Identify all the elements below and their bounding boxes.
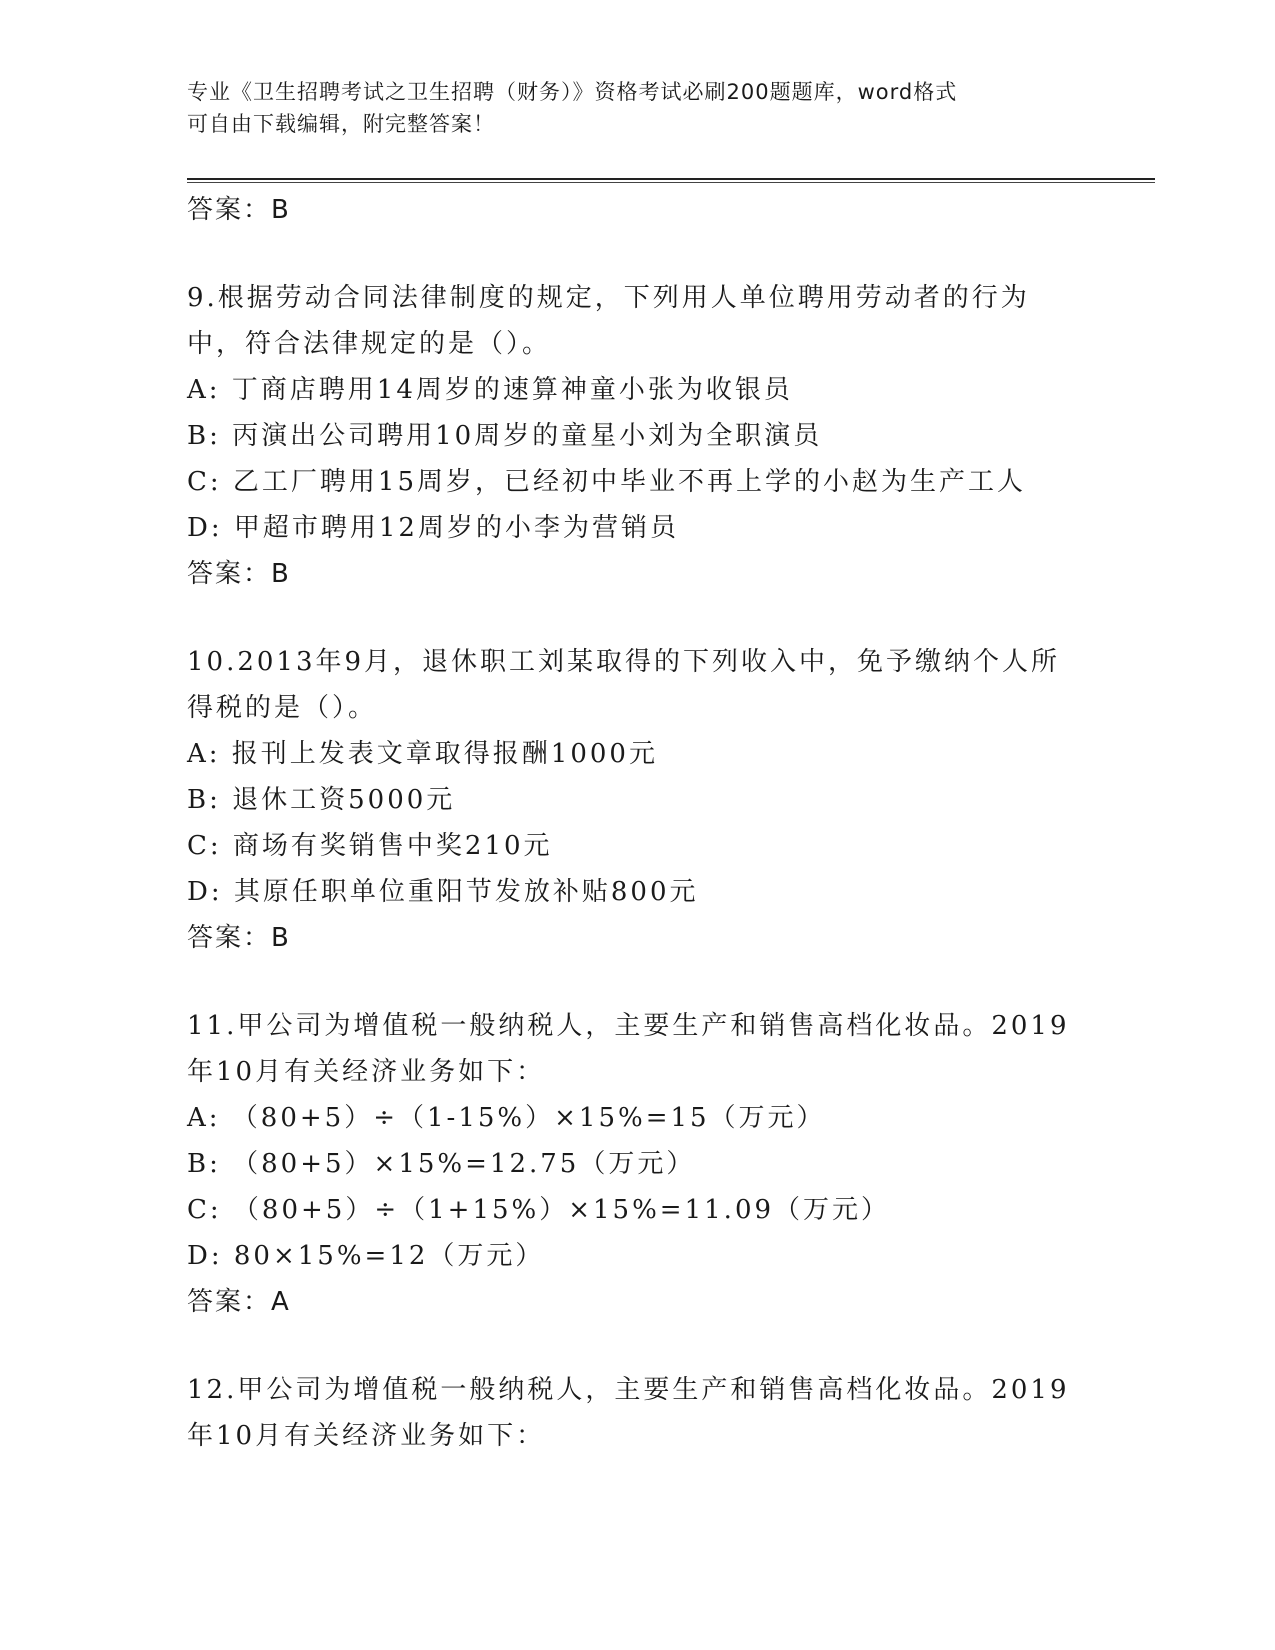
option-b: B: （80+5）×15%=12.75（万元） [187, 1149, 696, 1179]
answer-line: 答案：B [187, 559, 291, 589]
question-item [187, 639, 1087, 961]
option-b: B: 丙演出公司聘用10周岁的童星小刘为全职演员 [187, 421, 823, 451]
option-a: A: 丁商店聘用14周岁的速算神童小张为收银员 [187, 375, 793, 405]
header-line-1: 专业《卫生招聘考试之卫生招聘（财务）》资格考试必刷200题题库，word格式 [187, 80, 958, 104]
question-list [187, 187, 1087, 1459]
answer-line: 答案：B [187, 195, 291, 225]
question-text: 9.根据劳动合同法律制度的规定，下列用人单位聘用劳动者的行为中，符合法律规定的是（）。 [187, 283, 1030, 359]
option-b: B: 退休工资5000元 [187, 785, 456, 815]
answer-line: 答案：A [187, 1287, 291, 1317]
option-d: D: 其原任职单位重阳节发放补贴800元 [187, 877, 699, 907]
header-rule [187, 178, 1155, 180]
option-d: D: 甲超市聘用12周岁的小李为营销员 [187, 513, 679, 543]
question-text: 12.甲公司为增值税一般纳税人，主要生产和销售高档化妆品。2019年10月有关经济业务如下： [187, 1375, 1070, 1451]
answer-line: 答案：B [187, 923, 291, 953]
option-c: C: 商场有奖销售中奖210元 [187, 831, 553, 861]
question-item [187, 275, 1087, 597]
option-a: A: 报刊上发表文章取得报酬1000元 [187, 739, 658, 769]
option-c: C: 乙工厂聘用15周岁，已经初中毕业不再上学的小赵为生产工人 [187, 467, 1027, 497]
header-rule-thin [187, 182, 1155, 183]
question-text: 11.甲公司为增值税一般纳税人，主要生产和销售高档化妆品。2019年10月有关经济业务如下： [187, 1011, 1070, 1087]
question-item [187, 1003, 1087, 1325]
page-header [187, 76, 1087, 140]
question-item [187, 1367, 1087, 1459]
option-c: C: （80+5）÷（1+15%）×15%=11.09（万元） [187, 1195, 891, 1225]
header-line-2: 可自由下载编辑，附完整答案！ [187, 112, 495, 136]
option-d: D: 80×15%=12（万元） [187, 1241, 545, 1271]
option-a: A: （80+5）÷（1-15%）×15%=15（万元） [187, 1103, 826, 1133]
question-text: 10.2013年9月，退休职工刘某取得的下列收入中，免予缴纳个人所得税的是（）。 [187, 647, 1061, 723]
